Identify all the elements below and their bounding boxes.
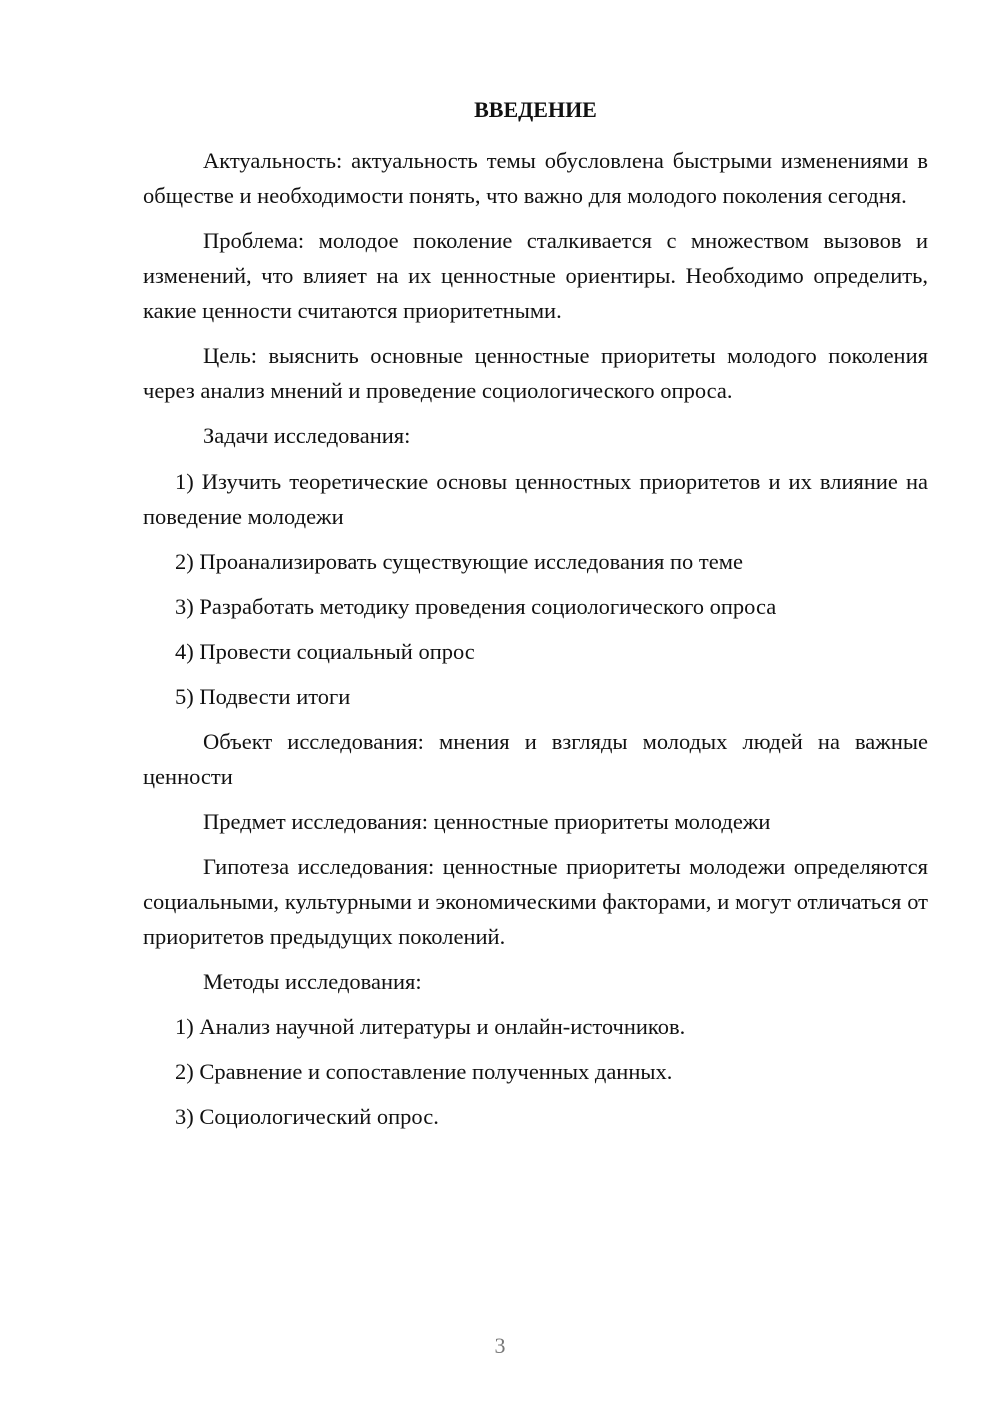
object-paragraph: Объект исследования: мнения и взгляды молодых людей на важные ценности xyxy=(143,729,928,789)
relevance-paragraph: Актуальность: актуальность темы обусловлена быстрыми изменениями в обществе и необходимости понять, что важно для молодого поколения сегодня. xyxy=(143,148,928,208)
task-item-3: 3) Разработать методику проведения социологического опроса xyxy=(175,594,777,619)
goal-paragraph: Цель: выяснить основные ценностные приоритеты молодого поколения через анализ мнений и проведение социологического опроса. xyxy=(143,343,928,403)
task-item-4: 4) Провести социальный опрос xyxy=(175,639,475,664)
method-item-2: 2) Сравнение и сопоставление полученных данных. xyxy=(175,1059,673,1084)
page-title: ВВЕДЕНИЕ xyxy=(474,97,597,122)
method-item-1: 1) Анализ научной литературы и онлайн-источников. xyxy=(175,1014,686,1039)
subject-paragraph: Предмет исследования: ценностные приоритеты молодежи xyxy=(203,809,771,834)
page-number: 3 xyxy=(494,1333,506,1358)
hypothesis-paragraph: Гипотеза исследования: ценностные приоритеты молодежи определяются социальными, культурными и экономическими факторами, и могут отличаться от приоритетов предыдущих поколений. xyxy=(143,854,928,949)
method-item-3: 3) Социологический опрос. xyxy=(175,1104,439,1129)
problem-paragraph: Проблема: молодое поколение сталкивается с множеством вызовов и изменений, что влияет на их ценностные ориентиры. Необходимо определить, какие ценности считаются приоритетными. xyxy=(143,228,928,323)
tasks-heading: Задачи исследования: xyxy=(203,423,411,448)
task-item-2: 2) Проанализировать существующие исследования по теме xyxy=(175,549,743,574)
methods-heading: Методы исследования: xyxy=(203,969,422,994)
task-item-5: 5) Подвести итоги xyxy=(175,684,351,709)
task-item-1: 1) Изучить теоретические основы ценностных приоритетов и их влияние на поведение молодежи xyxy=(143,469,928,529)
document-page xyxy=(143,92,928,1144)
